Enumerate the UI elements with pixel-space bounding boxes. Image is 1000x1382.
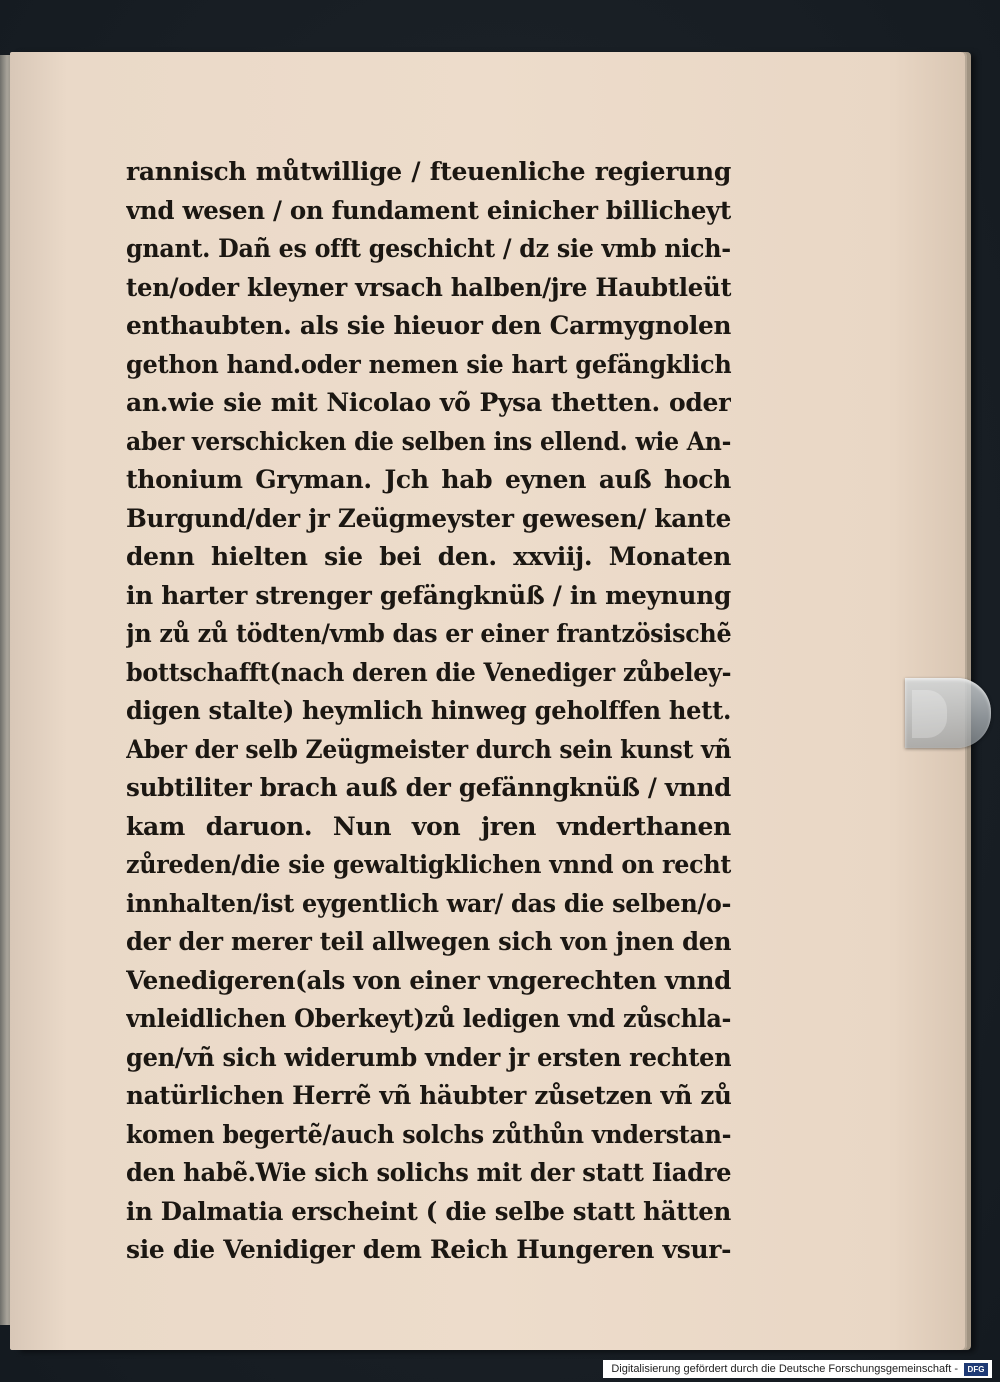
- text-line: der der merer teil allwegen sich von jnen den: [126, 927, 732, 956]
- text-line: digen stalte) heymlich hinweg geholffen hett.: [126, 696, 732, 725]
- text-line: enthaubten. als sie hieuor den Carmygnolen: [126, 311, 731, 340]
- text-line: gen/vñ sich widerumb vnder jr ersten rechten: [126, 1042, 732, 1072]
- text-line: zůreden/die sie gewaltigklichen vnnd on recht: [126, 850, 732, 879]
- text-line: vnleidlichen Oberkeyt)zů ledigen vnd zůschla-: [126, 1004, 732, 1033]
- text-line: jn zů zů tödten/vmb das er einer frantzösischẽ: [126, 619, 732, 648]
- text-line: den habẽ.Wie sich solichs mit der statt Iiadre: [126, 1158, 731, 1187]
- text-line: vnd wesen / on fundament einicher billicheyt: [126, 195, 732, 225]
- text-line: sie die Venidiger dem Reich Hungeren vsur-: [126, 1235, 732, 1264]
- footer-credit-text: Digitalisierung gefördert durch die Deutsche Forschungsgemeinschaft -: [611, 1363, 958, 1375]
- text-line: komen begertẽ/auch solchs zůthůn vnderstan-: [126, 1119, 732, 1149]
- text-line: innhalten/ist eygentlich war/ das die selben/o-: [126, 888, 732, 918]
- text-line: subtiliter brach auß der gefänngknüß / vnnd: [126, 773, 731, 802]
- page-clip-highlight: [912, 690, 947, 738]
- text-line: rannisch můtwillige / fteuenliche regierung: [126, 157, 731, 186]
- text-line: aber verschicken die selben ins ellend. wie An-: [126, 426, 732, 456]
- text-line: Burgund/der jr Zeügmeyster gewesen/ kante: [126, 503, 732, 533]
- footer-credit: [603, 1360, 992, 1378]
- text-line: Aber der selb Zeügmeister durch sein kunst vñ: [126, 734, 732, 764]
- text-line: kam daruon. Nun von jren vnderthanen: [126, 811, 731, 841]
- text-line: ten/oder kleyner vrsach halben/jre Haubtleüt: [126, 272, 732, 302]
- dfg-logo-icon: DFG: [964, 1363, 988, 1376]
- text-line: denn hielten sie bei den. xxviij. Monaten: [126, 542, 731, 571]
- text-line: in harter strenger gefängknüß / in meynung: [126, 580, 731, 610]
- page-text-block: [126, 153, 732, 1264]
- text-line: an.wie sie mit Nicolao võ Pysa thetten. oder: [126, 388, 731, 417]
- text-line: in Dalmatia erscheint ( die selbe statt hätten: [126, 1196, 732, 1226]
- text-line: thonium Gryman. Jch hab eynen auß hoch: [126, 465, 731, 494]
- text-line: gethon hand.oder nemen sie hart gefängklich: [126, 349, 732, 379]
- text-line: natürlichen Herrẽ vñ häubter zůsetzen vñ zů: [126, 1081, 732, 1110]
- text-line: gnant. Dañ es offt geschicht / dz sie vmb nich-: [126, 234, 731, 263]
- text-line: bottschafft(nach deren die Venediger zůbeley-: [126, 657, 732, 687]
- text-line: Venedigeren(als von einer vngerechten vnnd: [126, 965, 732, 995]
